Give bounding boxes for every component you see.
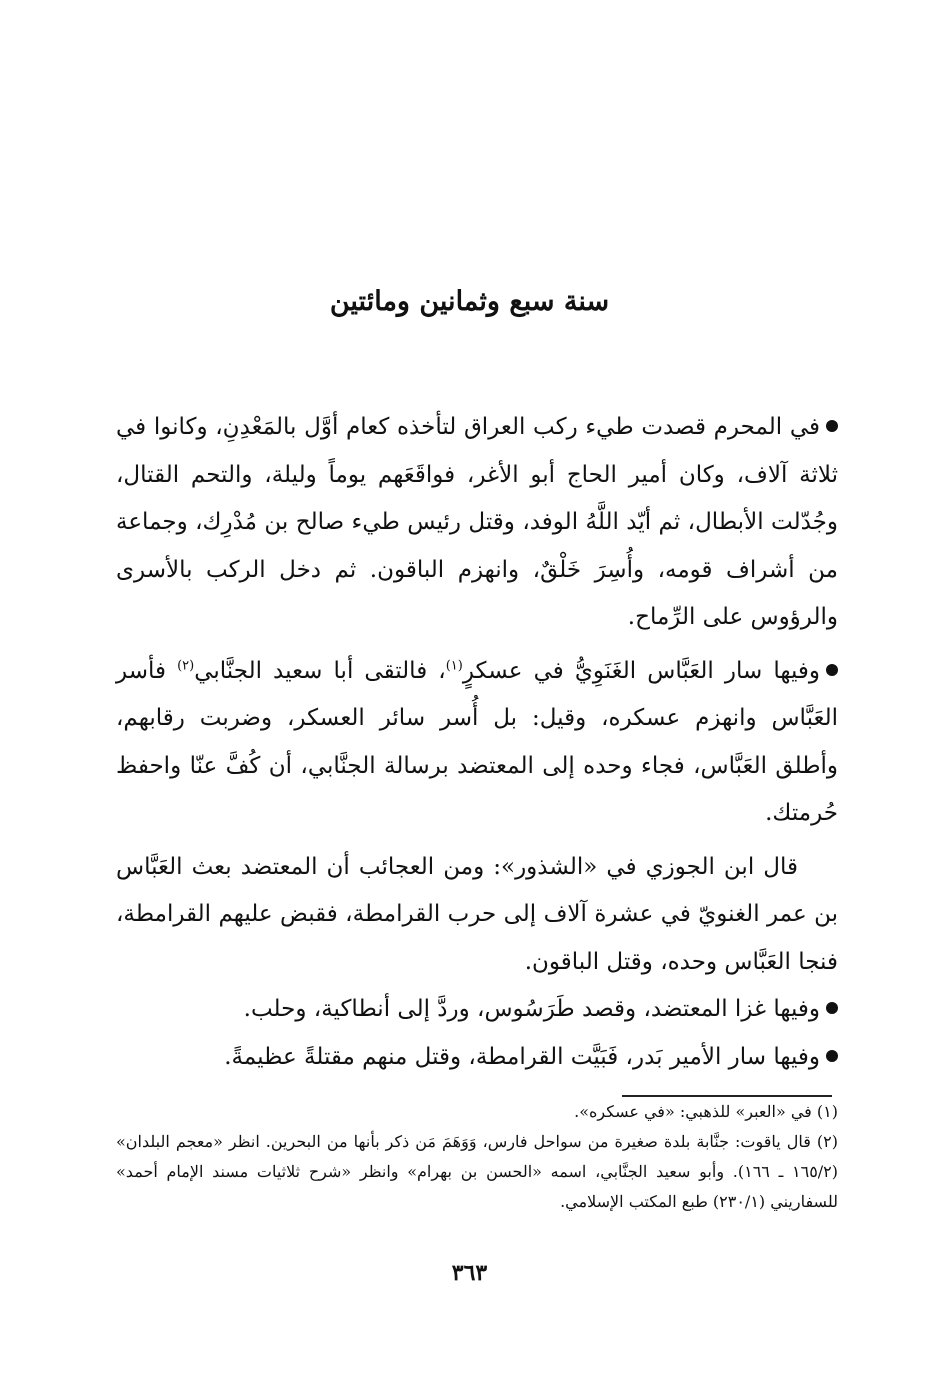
paragraph-abbas [116, 648, 838, 838]
chapter-heading: سنة سبع وثمانين ومائتين [329, 286, 610, 317]
paragraph-text: وفيها سار العَبَّاس الغَنَوِيُّ في عسكرٍ [462, 657, 820, 684]
paragraph-muharram [116, 404, 838, 642]
paragraph-tarsus [116, 986, 838, 1034]
footnote-1: (١) في «العبر» للذهبي: «في عسكره». [574, 1102, 838, 1121]
footnote-ref-2: (٢) [177, 657, 195, 673]
paragraph-text: وفيها سار الأمير بَدر، فَبَيَّت القرامطة، وقتل منهم مقتلةً عظيمةً. [224, 1043, 820, 1070]
paragraph-text: ، فالتقى أبا سعيد الجنَّابي [194, 657, 446, 684]
footnote-ref-1: (١) [445, 657, 463, 673]
paragraph-text: قال ابن الجوزي في «الشذور»: ومن العجائب أن المعتضد بعث العَبَّاس بن عمر الغنويّ في عشرة آلاف إلى حرب القرامطة، فقبض عليهم القرامطة، فنجا العَبَّاس وحده، وقتل الباقون. [116, 853, 838, 975]
paragraph-text: في المحرم قصدت طيء ركب العراق لتأخذه كعام أوَّل بالمَعْدِنِ، وكانوا في ثلاثة آلاف، وكان أمير الحاج أبو الأغر، فواقَعَهم يوماً وليلة، والتحم القتال، وجُدّلت الأبطال، ثم أيّد اللَّهُ الوفد، وقتل رئيس طيء صالح بن مُدْرِك، وجماعة من أشراف قومه، وأُسِرَ خَلْقٌ، وانهزم الباقون. ثم دخل الركب بالأسرى والرؤوس على الرِّماح. [116, 414, 838, 630]
footnote-2: (٢) قال ياقوت: جنَّابة بلدة صغيرة من سواحل فارس، وَوَهَمَ مَن ذكر بأنها من البحرين. انظر «معجم البلدان» (١٦٥/٢ ـ ١٦٦). وأبو سعيد الجنَّابي، اسمه «الحسن بن بهرام» وانظر «شرح ثلاثيات مسند الإمام أحمد» للسفاريني (٢٣٠/١) طبع المكتب الإسلامي. [116, 1132, 839, 1211]
paragraph-ibn-aljawzi [116, 844, 838, 987]
footnotes [116, 1097, 838, 1217]
page-number: ٣٦٣ [451, 1260, 488, 1286]
bullet-icon [826, 1002, 838, 1014]
bullet-icon [826, 664, 838, 676]
bullet-icon [826, 420, 838, 432]
paragraph-text: فأسر العَبَّاس وانهزم عسكره، وقيل: بل أُسر سائر العسكر، وضربت رقابهم، وأطلق العَبَّاس، فجاء وحده إلى المعتضد برسالة الجنَّابي، أن كُفَّ عنّا واحفظ حُرمتك. [116, 657, 838, 826]
paragraph-badr [116, 1034, 838, 1082]
body-text [116, 404, 838, 1081]
paragraph-text: وفيها غزا المعتضد، وقصد طَرَسُوس، وردَّ إلى أنطاكية، وحلب. [243, 996, 820, 1022]
bullet-icon [826, 1050, 838, 1062]
